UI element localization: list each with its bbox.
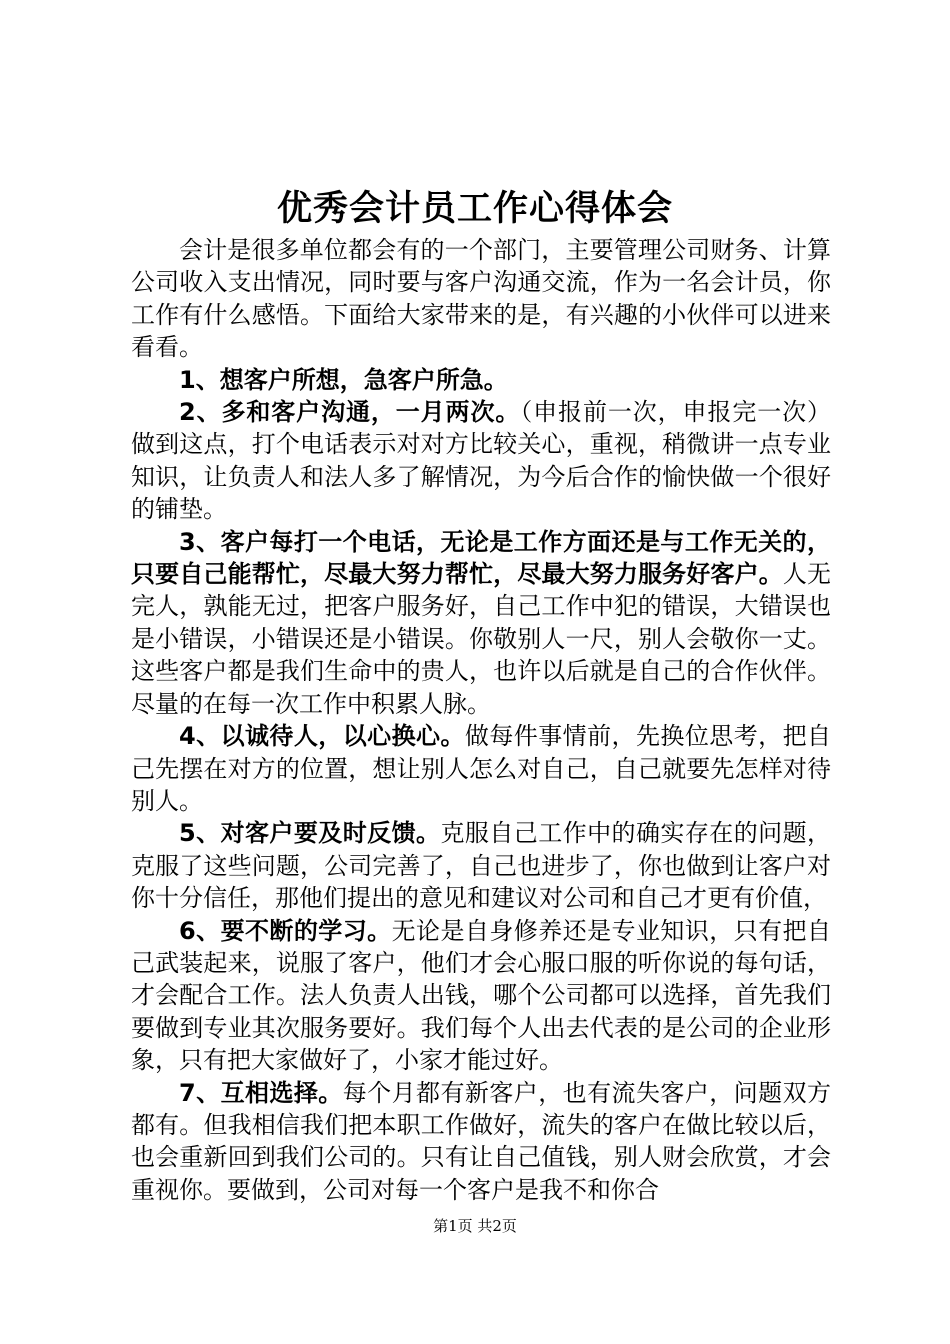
paragraph-text: （申报前一次，申报完一次）做到这点，打个电话表示对对方比较关心，重视，稍微讲一点专业知识，让负责人和法人多了解情况，为今后合作的愉快做一个很好的铺垫。 bbox=[131, 398, 832, 524]
paragraph-heading: 5、对客户要及时反馈。 bbox=[179, 819, 441, 848]
paragraph-point-1 bbox=[131, 364, 831, 396]
paragraph-text: 克服自己工作中的确实存在的问题，克服了这些问题，公司完善了，自己也进步了，你也做到让客户对你十分信任，那他们提出的意见和建议对公司和自己才更有价值， bbox=[131, 819, 832, 913]
paragraph-point-7 bbox=[131, 1077, 831, 1207]
paragraph-point-6 bbox=[131, 915, 831, 1077]
paragraph-intro bbox=[131, 234, 831, 364]
paragraph-point-2 bbox=[131, 396, 831, 526]
document-title: 优秀会计员工作心得体会 bbox=[276, 188, 673, 229]
paragraph-text: 无论是自身修养还是专业知识，只有把自己武装起来，说服了客户，他们才会心服口服的听你说的每句话，才会配合工作。法人负责人出钱，哪个公司都可以选择，首先我们要做到专业其次服务要好。我们每个人出去代表的是公司的企业形象，只有把大家做好了，小家才能过好。 bbox=[131, 916, 831, 1075]
document-body bbox=[131, 234, 831, 1206]
paragraph-point-5 bbox=[131, 817, 831, 914]
paragraph-heading: 3、客户每打一个电话，无论是工作方面还是与工作无关的，只要自己能帮忙，尽最大努力帮忙，尽最大努力服务好客户。 bbox=[131, 527, 831, 589]
paragraph-text: 会计是很多单位都会有的一个部门，主要管理公司财务、计算公司收入支出情况，同时要与客户沟通交流，作为一名会计员，你工作有什么感悟。下面给大家带来的是，有兴趣的小伙伴可以进来看看。 bbox=[131, 236, 831, 362]
paragraph-heading: 1、想客户所想，急客户所急。 bbox=[179, 365, 508, 394]
paragraph-heading: 4、以诚待人，以心换心。 bbox=[179, 722, 465, 751]
paragraph-heading: 2、多和客户沟通，一月两次。 bbox=[179, 398, 521, 427]
paragraph-text: 人无完人，孰能无过，把客户服务好，自己工作中犯的错误，大错误也是小错误，小错误还是小错误。你敬别人一尺，别人会敬你一丈。这些客户都是我们生命中的贵人，也许以后就是自己的合作伙伴。尽量的在每一次工作中积累人脉。 bbox=[131, 560, 832, 718]
paragraph-heading: 7、互相选择。 bbox=[179, 1078, 343, 1107]
paragraph-text: 每个月都有新客户，也有流失客户，问题双方都有。但我相信我们把本职工作做好，流失的客户在做比较以后，也会重新回到我们公司的。只有让自己值钱，别人财会欣赏，才会重视你。要做到，公司对每一个客户是我不和你合 bbox=[131, 1078, 832, 1204]
paragraph-text: 做每件事情前，先换位思考，把自己先摆在对方的位置，想让别人怎么对自己，自己就要先怎样对待别人。 bbox=[131, 722, 832, 815]
page-footer: 第1页 共2页 bbox=[433, 1217, 517, 1235]
paragraph-heading: 6、要不断的学习。 bbox=[179, 916, 392, 945]
paragraph-point-3 bbox=[131, 526, 831, 720]
paragraph-point-4 bbox=[131, 720, 831, 817]
